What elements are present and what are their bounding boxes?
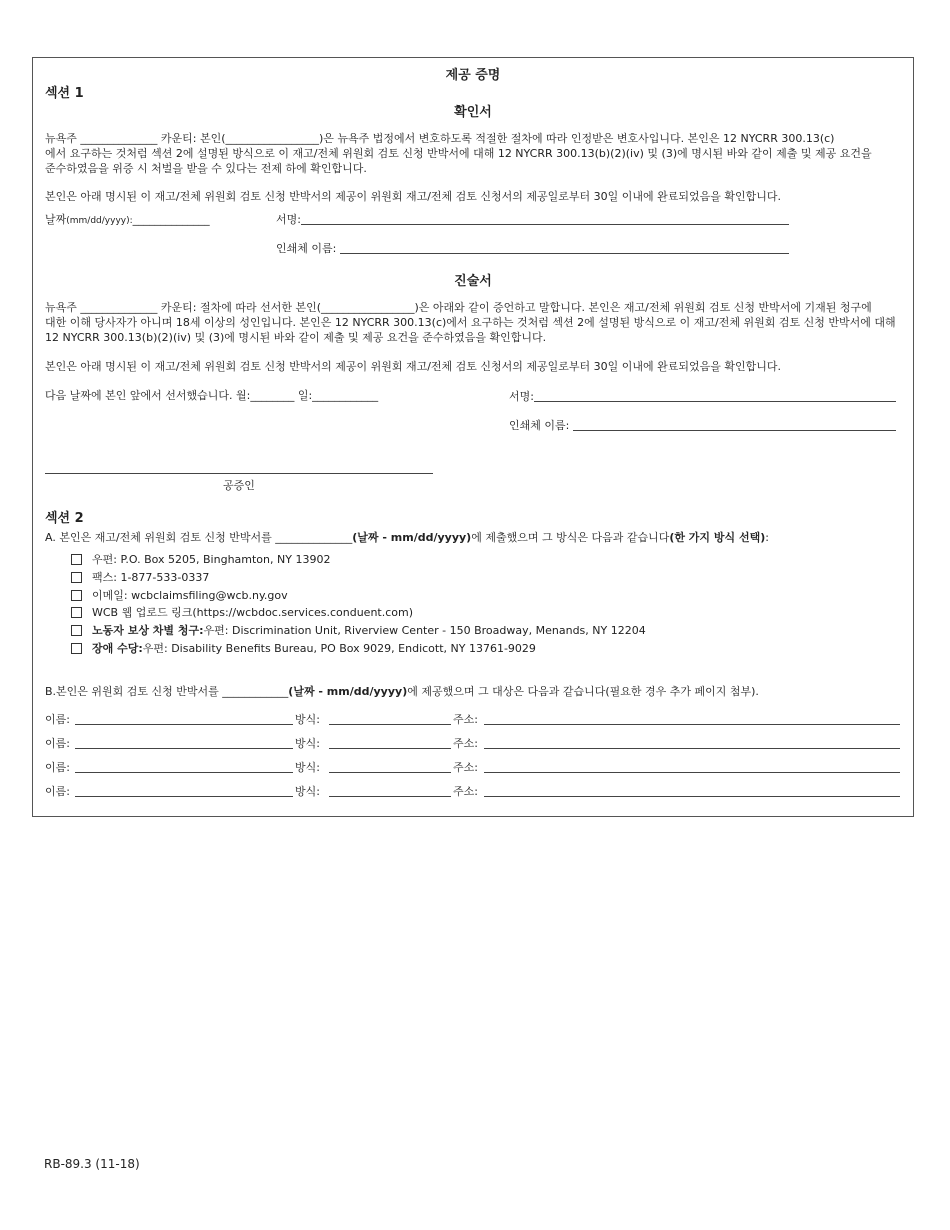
form-frame: 제공 증명 섹션 1 확인서 뉴욕주 ______________ 카운티: 본인(_________________)은 뉴욕주 법정에서 변호하도록 적절한 절차에 따라 인정받은 변호사입니다. 본인은 12 NYCRR 300.13(c) 에서 요구하는 것처럼 섹션 2에 설명된 방식으로 이 재고/전체 위원회 검토 신청 반박서에 대해 12 NYCRR 300.13(b)(2)(iv) 및 (3)에 명시된 바와 같이 제출 및 제공 요건을 준수하였음을 위증 시 처벌을 받을 수 있다는 전제 하에 확인합니다. 본인은 아래 명시된 이 재고/전체 위원회 검토 신청 반박서의 제공이 위원회 재고/전체 검토 신청서의 제공일로부터 30일 이내에 완료되었음을 확인합니다. 날짜(mm/dd/yyyy):______________ 서명: 인쇄체 이름: 진술서 뉴욕주 ______________ 카운티: 절차에 따라 선서한 본인(_________________)은 아래와 같이 증언하고 말합니다. 본인은 재고/전체 위원회 검토 신청 반박서에 기재된 청구에 대한 이해 당사자가 아니며 18세 이상의 성인입니다. 본인은 12 NYCRR 300.13(c)에서 요구하는 것처럼 섹션 2에 설명된 방식으로 이 재고/전체 위원회 검토 신청 반박서에 대해 12 NYCRR 300.13(b)(2)(iv) 및 (3)에 명시된 바와 같이 제출 및 제공 요건을 준수하였음을 확인합니다. 본인은 아래 명시된 이 재고/전체 위원회 검토 신청 반박서의 제공이 위원회 재고/전체 검토 신청서의 제공일로부터 30일 이내에 완료되었음을 확인합니다. 다음 날짜에 본인 앞에서 선서했습니다. 월:________ 일:____________ 서명: 인쇄체 이름: 공증인 섹션 2 A. 본인은 재고/전체 위원회 검토 신청 반박서를 ______________(날짜 - mm/dd/yyyy)에 제출했으며 그 방식은 다음과 같습니다(한 가지 방식 선택): 우편: P.O. Box 5205, Binghamton, NY 13902 팩스: 1-877-533-0337 이메일: wcbclaimsfiling@wcb.ny.gov WCB 웹 업로드 링크(https://wcbdoc.services.conduent.com) 노동자 보상 차별 청구: 우편: Discrimination Unit, Riverview Center - 150 Broadway, Menands, NY 12204 장애 수당: 우편: Disability Benefits Bureau, PO Box 9029, Endicott, NY 13761-9029 B.본인은 위원회 검토 신청 반박서를 ____________(날짜 - mm/dd/yyyy)에 제공했으며 그 대상은 다음과 같습니다(필요한 경우 추가 페이지 첨부). 이름: 방식: 주소: 이름: 방식: 주소: 이름: 방식: 주소: 이름: 방식: 주소:: [32, 57, 914, 817]
name-line[interactable]: [75, 772, 293, 773]
option-fax[interactable]: 팩스: 1-877-533-0337: [71, 569, 209, 585]
method-line[interactable]: [329, 724, 451, 725]
affirmation-print-name-line[interactable]: [340, 253, 789, 254]
address-line[interactable]: [484, 748, 900, 749]
section2-b-statement: B.본인은 위원회 검토 신청 반박서를 ____________(날짜 - mm/dd/yyyy)에 제공했으며 그 대상은 다음과 같습니다(필요한 경우 추가 페이지 첨부).: [45, 685, 759, 698]
section2-a-statement: A. 본인은 재고/전체 위원회 검토 신청 반박서를 ______________(날짜 - mm/dd/yyyy)에 제출했으며 그 방식은 다음과 같습니다(한 가지 방식 선택):: [45, 531, 769, 544]
address-line[interactable]: [484, 724, 900, 725]
name-line[interactable]: [75, 796, 293, 797]
affidavit-signature-line[interactable]: [534, 401, 896, 402]
checkbox[interactable]: [71, 625, 82, 636]
option-disability-benefits[interactable]: 장애 수당: 우편: Disability Benefits Bureau, PO Box 9029, Endicott, NY 13761-9029: [71, 640, 536, 656]
affidavit-statement: 본인은 아래 명시된 이 재고/전체 위원회 검토 신청 반박서의 제공이 위원회 재고/전체 검토 신청서의 제공일로부터 30일 이내에 완료되었음을 확인합니다.: [45, 360, 782, 373]
affidavit-print-name-label: 인쇄체 이름:: [509, 419, 570, 432]
option-email[interactable]: 이메일: wcbclaimsfiling@wcb.ny.gov: [71, 587, 288, 603]
affirmation-signature-line[interactable]: [301, 224, 789, 225]
affirmation-print-name-label: 인쇄체 이름:: [276, 242, 337, 255]
checkbox[interactable]: [71, 643, 82, 654]
method-line[interactable]: [329, 748, 451, 749]
affidavit-heading: 진술서: [454, 274, 492, 289]
address-line[interactable]: [484, 772, 900, 773]
notary-label: 공증인: [223, 479, 255, 492]
form-code: RB-89.3 (11-18): [44, 1157, 140, 1171]
checkbox[interactable]: [71, 572, 82, 583]
section2-heading: 섹션 2: [45, 511, 84, 526]
affirmation-paragraph: 뉴욕주 ______________ 카운티: 본인(_________________)은 뉴욕주 법정에서 변호하도록 적절한 절차에 따라 인정받은 변호사입니다. 본인은 12 NYCRR 300.13(c) 에서 요구하는 것처럼 섹션 2에 설명된 방식으로 이 재고/전체 위원회 검토 신청 반박서에 대해 12 NYCRR 300.13(b)(2)(iv) 및 (3)에 명시된 바와 같이 제출 및 제공 요건을 준수하였음을 위증 시 처벌을 받을 수 있다는 전제 하에 확인합니다.: [45, 132, 872, 175]
affirmation-heading: 확인서: [454, 105, 492, 120]
checkbox[interactable]: [71, 554, 82, 565]
name-line[interactable]: [75, 748, 293, 749]
option-web-upload[interactable]: WCB 웹 업로드 링크(https://wcbdoc.services.conduent.com): [71, 604, 413, 620]
checkbox[interactable]: [71, 607, 82, 618]
affirmation-date-field[interactable]: 날짜(mm/dd/yyyy):______________: [45, 213, 210, 226]
option-discrimination-claim[interactable]: 노동자 보상 차별 청구: 우편: Discrimination Unit, Riverview Center - 150 Broadway, Menands, NY 12204: [71, 622, 646, 638]
option-mail[interactable]: 우편: P.O. Box 5205, Binghamton, NY 13902: [71, 551, 330, 567]
sworn-date-field[interactable]: 다음 날짜에 본인 앞에서 선서했습니다. 월:________ 일:____________: [45, 389, 379, 402]
affidavit-signature-label: 서명:: [509, 390, 534, 403]
section1-heading: 섹션 1: [45, 86, 84, 101]
affidavit-print-name-line[interactable]: [573, 430, 896, 431]
form-title: 제공 증명: [445, 68, 501, 83]
affirmation-signature-label: 서명:: [276, 213, 301, 226]
method-line[interactable]: [329, 772, 451, 773]
checkbox[interactable]: [71, 590, 82, 601]
method-line[interactable]: [329, 796, 451, 797]
affidavit-paragraph: 뉴욕주 ______________ 카운티: 절차에 따라 선서한 본인(_________________)은 아래와 같이 증언하고 말합니다. 본인은 재고/전체 위원회 검토 신청 반박서에 기재된 청구에 대한 이해 당사자가 아니며 18세 이상의 성인입니다. 본인은 12 NYCRR 300.13(c)에서 요구하는 것처럼 섹션 2에 설명된 방식으로 이 재고/전체 위원회 검토 신청 반박서에 대해 12 NYCRR 300.13(b)(2)(iv) 및 (3)에 명시된 바와 같이 제출 및 제공 요건을 준수하였음을 확인합니다.: [45, 301, 896, 344]
name-line[interactable]: [75, 724, 293, 725]
notary-signature-line[interactable]: [45, 473, 433, 474]
affirmation-statement: 본인은 아래 명시된 이 재고/전체 위원회 검토 신청 반박서의 제공이 위원회 재고/전체 검토 신청서의 제공일로부터 30일 이내에 완료되었음을 확인합니다.: [45, 190, 782, 203]
address-line[interactable]: [484, 796, 900, 797]
